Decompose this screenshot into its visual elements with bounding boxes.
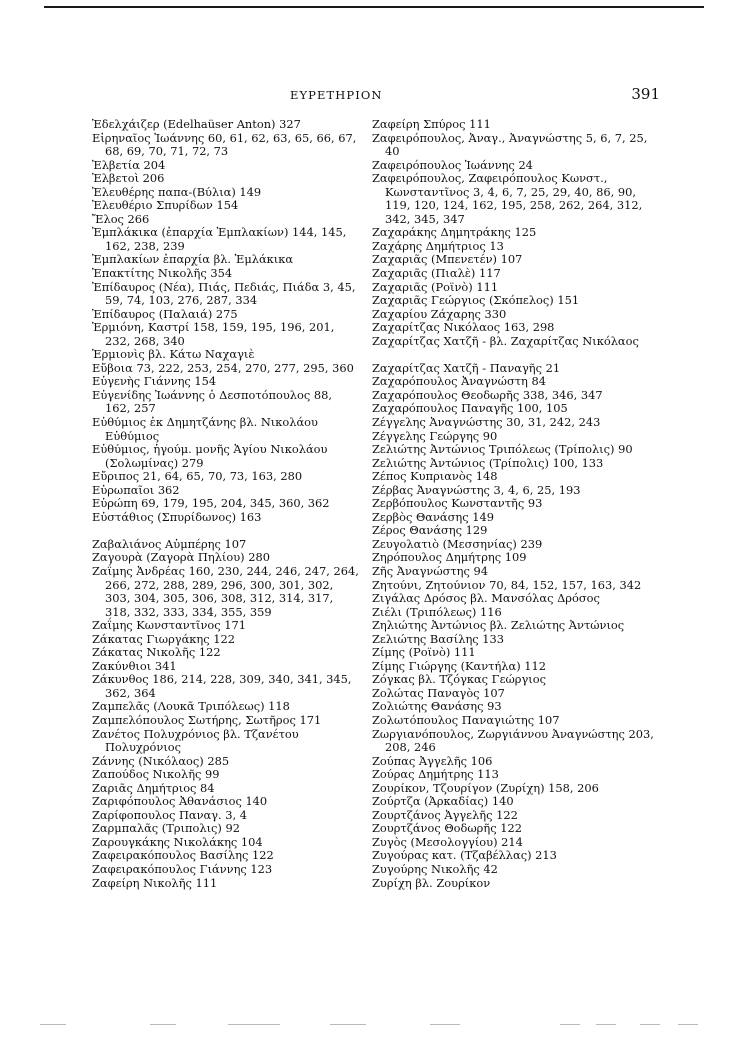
index-entry: Ἐπακτίτης Νικολῆς 354 bbox=[92, 266, 233, 281]
index-entry: Εὐρώπη 69, 179, 195, 204, 345, 360, 362 bbox=[92, 496, 330, 511]
index-entry: Ζαχαρίου Ζάχαρης 330 bbox=[372, 306, 507, 321]
index-entry: Ζέρος Θανάσης 129 bbox=[372, 523, 488, 538]
index-entry: Ζητούνι, Ζητούνιον 70, 84, 152, 157, 163, 342 bbox=[372, 577, 642, 592]
index-entry: Ζαρμπαλᾶς (Τριπολις) 92 bbox=[92, 821, 240, 836]
index-entry: Ζολωτόπουλος Παναγιώτης 107 bbox=[372, 713, 560, 728]
index-entry: Ζερβόπουλος Κωνσταντῆς 93 bbox=[372, 496, 543, 511]
index-entry: Ζαχαρόπουλος Ἀναγνώστη 84 bbox=[372, 374, 546, 389]
index-entry: Ἐλευθέριο Σπυρίδων 154 bbox=[92, 198, 239, 213]
index-entry: Εὔριπος 21, 64, 65, 70, 73, 163, 280 bbox=[92, 469, 303, 484]
index-entry: Εὐστάθιος (Σπυρίδωνος) 163 bbox=[92, 509, 262, 524]
index-entry: Ζηλιώτης Ἀντώνιος βλ. Ζελιώτης Ἀντώνιος bbox=[372, 618, 625, 633]
index-entry: Ζαχαρίτζας Χατζῆ - Παναγῆς 21 bbox=[372, 360, 561, 375]
index-entry: Εὐθύμιος, ἡγούμ. μονῆς Ἁγίου Νικολάου (Σολωμίνας) 279 bbox=[92, 442, 328, 470]
index-entry: Ζουρίκον, Τζουρίγον (Ζυρίχη) 158, 206 bbox=[372, 780, 599, 795]
index-entry: Ἐδελχάιζερ (Edelhaüser Anton) 327 bbox=[92, 117, 301, 131]
index-entry: Ζούπας Ἀγγελῆς 106 bbox=[372, 753, 493, 768]
page-header-title: ΕΥΡΕΤΗΡΙΟΝ bbox=[290, 88, 383, 102]
index-entry: Ζαφείρη Νικολῆς 111 bbox=[92, 875, 218, 890]
index-entry: Ἐλευθέρης παπα-(Βύλια) 149 bbox=[92, 184, 262, 199]
index-entry: Ἐπίδαυρος (Νέα), Πιάς, Πεδιάς, Πιάδα 3, 45, 59, 74, 103, 276, 287, 334 bbox=[92, 279, 356, 308]
index-entry: Ζελιώτης Ἀντώνιος Τριπόλεως (Τρίπολις) 90 bbox=[372, 442, 633, 457]
index-entry: Ζούρτζα (Ἀρκαδίας) 140 bbox=[372, 794, 514, 809]
index-entry: Ζαχαριᾶς (Πιαλὲ) 117 bbox=[372, 266, 501, 281]
index-entry: Ἐλβετία 204 bbox=[92, 157, 166, 172]
index-entry: Ζαμπελᾶς (Λουκᾶ Τριπόλεως) 118 bbox=[92, 699, 290, 714]
index-entry: Ζυγὸς (Μεσολογγίου) 214 bbox=[372, 834, 523, 849]
index-entry: Ζακύνθιοι 341 bbox=[92, 658, 177, 673]
index-entry: Ζέρβας Ἀναγνώστης 3, 4, 6, 25, 193 bbox=[372, 482, 581, 497]
index-entry: Ζαγουρὰ (Ζαγορὰ Πηλίου) 280 bbox=[92, 550, 270, 565]
index-entry: Ἔλος 266 bbox=[92, 211, 150, 226]
index-entry: Ζελιώτης Ἀντώνιος (Τρίπολις) 100, 133 bbox=[372, 455, 604, 470]
index-entry: Εὐγενίδης Ἰωάννης ὁ Δεσποτόπουλος 88, 162, 257 bbox=[92, 387, 332, 416]
index-entry: Ζαχαρόπουλος Παναγῆς 100, 105 bbox=[372, 401, 568, 416]
index-entry: Ζαβαλιάνος Αὐμπέρης 107 bbox=[92, 536, 247, 551]
index-entry: Ἐπίδαυρος (Παλαιά) 275 bbox=[92, 306, 238, 321]
index-entry: Ζαφειρακόπουλος Βασίλης 122 bbox=[92, 848, 274, 863]
index-entry: Ζίμης (Ροϊνὸ) 111 bbox=[372, 645, 476, 660]
page-header bbox=[90, 85, 660, 104]
index-entry: Ζαχάρης Δημήτριος 13 bbox=[372, 238, 504, 253]
index-entry: Ζαχαριᾶς Γεώργιος (Σκόπελος) 151 bbox=[372, 293, 580, 308]
index-entry: Ζαχαράκης Δημητράκης 125 bbox=[372, 225, 537, 240]
index-entry: Ζαριᾶς Δημήτριος 84 bbox=[92, 780, 215, 795]
index-entry: Ζαρίφοπουλος Παναγ. 3, 4 bbox=[92, 807, 247, 822]
index-entry: Εὔβοια 73, 222, 253, 254, 270, 277, 295, 360 bbox=[92, 360, 354, 375]
index-entry: Ζαφείρη Σπύρος 111 bbox=[372, 117, 491, 131]
index-entry: Ζαχαρόπουλος Θεοδωρῆς 338, 346, 347 bbox=[372, 387, 603, 402]
index-entry: Ἐμπλακίων ἐπαρχία βλ. Ἐμλάκικα bbox=[92, 252, 294, 267]
index-entry: Ζάννης (Νικόλαος) 285 bbox=[92, 753, 230, 768]
index-entry: Ζαριφόπουλος Ἀθανάσιος 140 bbox=[92, 794, 268, 809]
index-entry: Ζερβὸς Θανάσης 149 bbox=[372, 509, 494, 524]
index-entry: Ζέγγελης Ἀναγνώστης 30, 31, 242, 243 bbox=[372, 414, 601, 429]
index-entry: Ζιέλι (Τριπόλεως) 116 bbox=[372, 604, 502, 619]
index-entry: Ἑρμιονὶς βλ. Κάτω Ναχαγιὲ bbox=[92, 347, 255, 362]
index-entry: Ζωργιανόπουλος, Ζωργιάννου Ἀναγνώστης 203, 208, 246 bbox=[372, 726, 654, 755]
index-entry: Ζουρτζάνος Ἀγγελῆς 122 bbox=[372, 807, 518, 822]
index-entry: Ζούρας Δημήτρης 113 bbox=[372, 767, 499, 782]
index-entry: Ζαπούδος Νικολῆς 99 bbox=[92, 767, 220, 782]
index-entry: Ζαρουγκάκης Νικολάκης 104 bbox=[92, 834, 263, 849]
index-entry: Ζαφειρόπουλος Ἰωάννης 24 bbox=[372, 157, 533, 172]
index-entry: Ζολιώτης Θανάσης 93 bbox=[372, 699, 502, 714]
index-entry: Ζέπος Κυπριανὸς 148 bbox=[372, 469, 498, 484]
index-entry: Ζαχαριᾶς (Ροϊνὸ) 111 bbox=[372, 279, 499, 294]
index-entry: Ζευγολατιὸ (Μεσσηνίας) 239 bbox=[372, 536, 543, 551]
index-entry: Ζαΐμης Ἀνδρέας 160, 230, 244, 246, 247, 264, 266, 272, 288, 289, 296, 300, 301, 302, 303, 304, 305, 306, 308, 312, 314, 317, 318, 332, 333, 334, 355, 359 bbox=[92, 564, 359, 619]
index-entry: Ζῆς Ἀναγνώστης 94 bbox=[372, 564, 488, 578]
index-entry: Ἐμπλάκικα (ἐπαρχία Ἐμπλακίων) 144, 145, 162, 238, 239 bbox=[92, 225, 347, 253]
index-entry: Ζαφειρόπουλος, Ζαφειρόπουλος Κωνστ., Κωνσταντῖνος 3, 4, 6, 7, 25, 29, 40, 86, 90, 119, 120, 124, 162, 195, 258, 262, 264, 312, 342, 345, 347 bbox=[372, 171, 643, 226]
index-entry: Ζαφειρόπουλος, Ἀναγ., Ἀναγνώστης 5, 6, 7, 25, 40 bbox=[372, 130, 648, 159]
index-entry: Εἰρηναῖος Ἰωάννης 60, 61, 62, 63, 65, 66, 67, 68, 69, 70, 71, 72, 73 bbox=[92, 130, 357, 159]
index-entry: Ζαχαριᾶς (Μπενετέν) 107 bbox=[372, 252, 523, 267]
index-entry: Ζόγκας βλ. Τζόγκας Γεώργιος bbox=[372, 672, 546, 687]
index-entry: Ζυγούρας κατ. (Τζαβέλλας) 213 bbox=[372, 848, 557, 863]
index-entry: Ζελιώτης Βασίλης 133 bbox=[372, 631, 505, 646]
index-entry: Ζηρόπουλος Δημήτρης 109 bbox=[372, 550, 527, 565]
index-entry: Ζαφειρακόπουλος Γιάννης 123 bbox=[92, 862, 273, 877]
index-entry: Ζάκατας Γιωργάκης 122 bbox=[92, 631, 235, 646]
index-entry: Ἑρμιόνη, Καστρί 158, 159, 195, 196, 201, 232, 268, 340 bbox=[92, 320, 335, 348]
page-number: 391 bbox=[631, 85, 660, 103]
index-entry: Ζαχαρίτζας Χατζῆ - βλ. Ζαχαρίτζας Νικόλαος bbox=[372, 333, 639, 348]
index-column-left bbox=[92, 118, 360, 890]
index-entry: Εὐρωπαῖοι 362 bbox=[92, 482, 180, 497]
index-entry: Ζολώτας Παναγὸς 107 bbox=[372, 685, 505, 700]
index-entry: Εὐθύμιος ἐκ Δημητζάνης βλ. Νικολάου Εὐθύμιος bbox=[92, 415, 318, 443]
index-entry: Ζιγάλας Δρόσος βλ. Μανσόλας Δρόσος bbox=[372, 591, 600, 606]
index-entry: Ζάκυνθος 186, 214, 228, 309, 340, 341, 345, 362, 364 bbox=[92, 672, 352, 700]
index-entry: Εὐγενὴς Γιάννης 154 bbox=[92, 374, 217, 389]
page-top-rule bbox=[44, 6, 704, 8]
index-entry: Ζυγούρης Νικολῆς 42 bbox=[372, 862, 498, 877]
index-entry: Ζίμης Γιώργης (Καντήλα) 112 bbox=[372, 658, 547, 673]
index-entry: Ζέγγελης Γεώργης 90 bbox=[372, 428, 498, 443]
index-entry: Ζαΐμης Κωνσταντῖνος 171 bbox=[92, 618, 247, 633]
index-column-right bbox=[372, 118, 664, 890]
index-entry: Ζυρίχη βλ. Ζουρίκον bbox=[372, 875, 491, 890]
index-entry: Ζάκατας Νικολῆς 122 bbox=[92, 645, 221, 660]
index-entry: Ζαμπελόπουλος Σωτήρης, Σωτῆρος 171 bbox=[92, 713, 322, 728]
index-entry: Ζανέτος Πολυχρόνιος βλ. Τζανέτου Πολυχρόνιος bbox=[92, 726, 299, 755]
index-entry: Ἐλβετοὶ 206 bbox=[92, 171, 165, 186]
index-entry: Ζουρτζάνος Θοδωρῆς 122 bbox=[372, 821, 522, 836]
index-entry: Ζαχαρίτζας Νικόλαος 163, 298 bbox=[372, 320, 555, 335]
scan-artifact-marks bbox=[0, 1022, 744, 1028]
